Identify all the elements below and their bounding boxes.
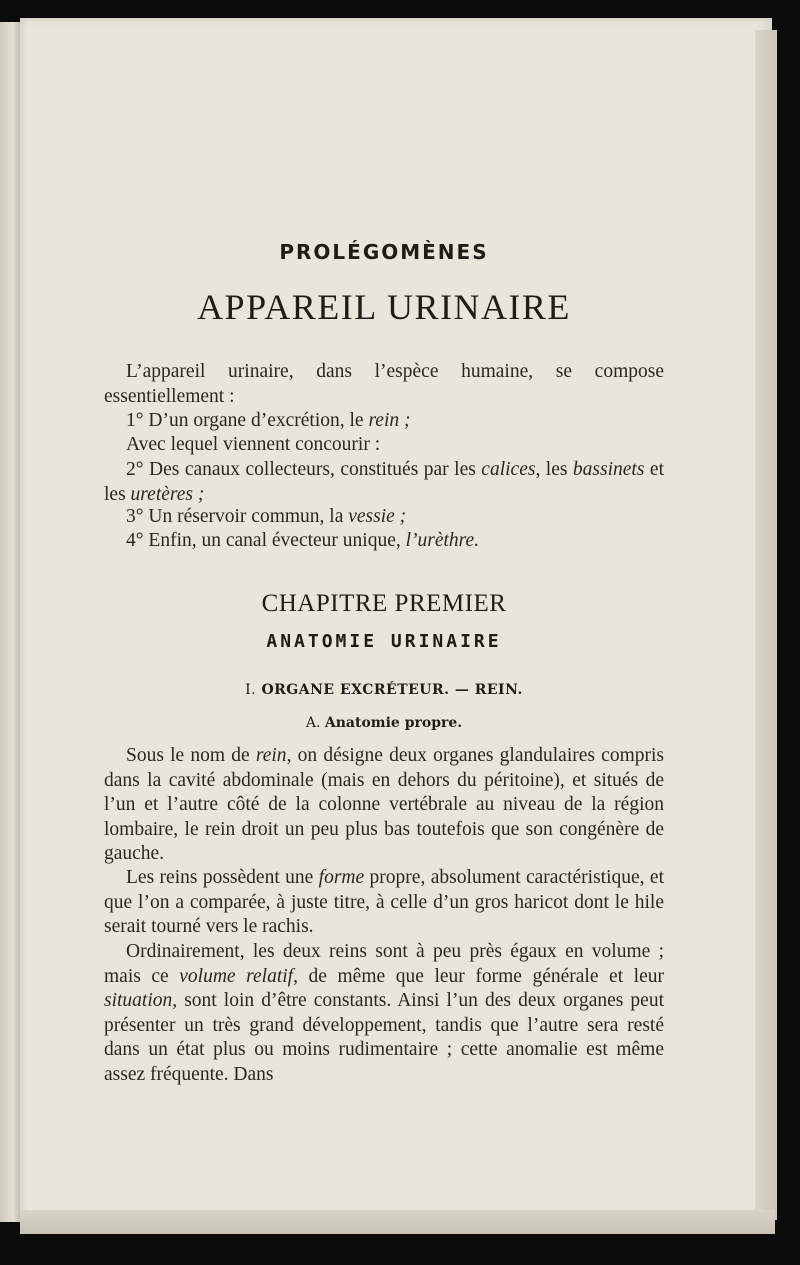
p2-em: forme (318, 867, 365, 888)
header-prolegomenes: PROLÉGOMÈNES (279, 240, 489, 264)
p3-text-a: Ordinairement, les deux reins sont à peu près égaux en volume ; mais ce (104, 941, 664, 987)
section-number: I. (245, 682, 257, 698)
subsection-number: A. (305, 715, 321, 731)
list-item-2-text: 2° Des canaux collecteurs, constitués par les (126, 459, 482, 480)
p3-em1: volume relatif (179, 965, 294, 987)
list-item-3-text: 3° Un réservoir commun, la (126, 506, 349, 527)
p1-text-a: Sous le nom de (126, 745, 256, 766)
body-paragraph-3 (104, 940, 664, 1087)
list-item-1-em: rein ; (368, 410, 411, 431)
body-paragraph-2 (104, 866, 664, 940)
section-heading (104, 682, 664, 698)
p2-text-b: propre, absolument caractéristique, et que l’on a comparée, à juste titre, à celle d’un gros haricot dont le hile serait tourné vers le rachis. (104, 867, 665, 937)
list-item-1 (104, 409, 664, 434)
list-item-2 (104, 458, 664, 507)
list-item-3 (104, 505, 664, 530)
chapter-subtitle: ANATOMIE URINAIRE (266, 631, 502, 652)
facing-page-edge (0, 22, 22, 1222)
avec-line (104, 433, 664, 458)
header-appareil-urinaire: APPAREIL URINAIRE (197, 287, 571, 327)
list-item-3-em: vessie ; (348, 506, 407, 527)
list-item-2-em1: calices (481, 459, 536, 480)
list-item-2-em3: uretères ; (130, 483, 205, 505)
p2-text-a: Les reins possèdent une (126, 867, 319, 888)
subsection-heading (104, 715, 664, 731)
list-item-2-em2: bassinets (572, 459, 645, 480)
p1-em: rein (255, 745, 287, 766)
list-item-1-text: 1° D’un organe d’excrétion, le (126, 410, 369, 431)
book-page (20, 18, 772, 1230)
p3-text-b: , de même que leur forme générale et leur (293, 965, 664, 987)
list-item-2-mid2: et les (104, 459, 664, 505)
p3-text-c: , sont loin d’être constants. Ainsi l’un des deux organes peut présenter un très grand développement, tandis que l’autre sera resté dans un état plus ou moins rudimentaire ; cette anomalie est même assez fréquente. Dans (104, 990, 664, 1085)
list-item-4-em: l’urèthre. (405, 530, 480, 551)
intro-line: L’appareil urinaire, dans l’espèce humaine, se compose essentiellement : (104, 361, 664, 407)
list-item-4 (104, 529, 664, 554)
section-title: ORGANE EXCRÉTEUR. — REIN. (261, 682, 523, 698)
list-item-2-mid: , les (535, 459, 573, 480)
p1-text-b: , on désigne deux organes glandulaires compris dans la cavité abdominale (mais en dehors du péritoine), et situés de l’un et l’autre côté de la colonne vertébrale au niveau de la région lombaire, le rein droit un peu plus bas toutefois que son congénère de gauche. (104, 745, 664, 864)
list-item-4-text: 4° Enfin, un canal évecteur unique, (126, 530, 406, 551)
subsection-title: Anatomie propre. (324, 715, 463, 731)
page-bottom-edge (20, 1210, 775, 1234)
page-right-edge (755, 30, 777, 1220)
avec-text: Avec lequel viennent concourir : (126, 434, 381, 455)
chapter-title: CHAPITRE PREMIER (261, 590, 507, 617)
intro-paragraph (104, 360, 664, 409)
body-paragraph-1 (104, 744, 664, 867)
p3-em2: situation (104, 990, 173, 1011)
